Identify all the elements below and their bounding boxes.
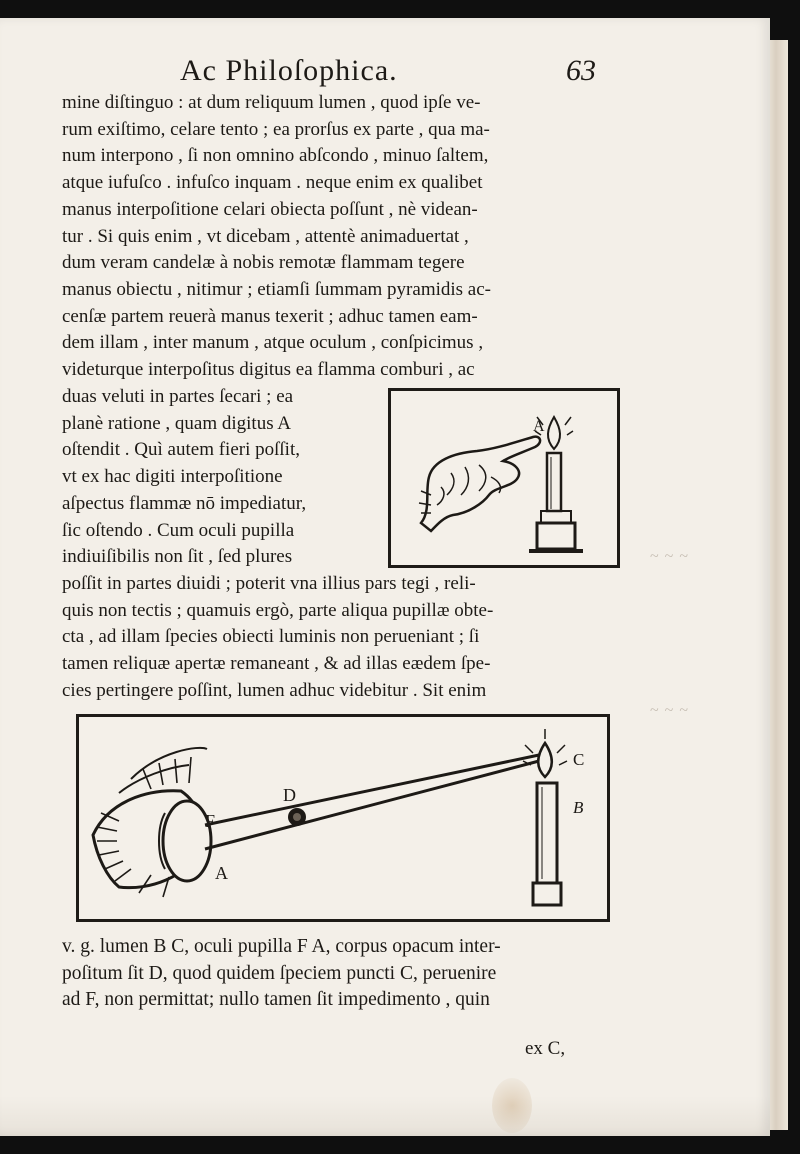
figure-label-f: F (205, 811, 216, 831)
text-paragraph-middle (62, 571, 622, 705)
text-line: ad F, non permittat; nullo tamen ſit impedimento , quin (62, 989, 490, 1011)
text-line: atque iufuſco . infuſco inquam . neque enim ex qualibet (62, 172, 483, 194)
text-line: mine diſtinguo : at dum reliquum lumen , quod ipſe ve- (62, 92, 481, 113)
catchword: ex C, (525, 1038, 566, 1059)
text-line: poſſit in partes diuidi ; poterit vna illius pars tegi , reli- (62, 573, 476, 594)
text-line: v. g. lumen B C, oculi pupilla F A, corpus opacum inter- (62, 936, 501, 957)
text-line: num interpono , ſi non omnino abſcondo , minuo ſaltem, (62, 145, 489, 167)
text-line: dem illam , inter manum , atque oculum , conſpicimus , (62, 332, 484, 354)
text-line: duas veluti in partes ſecari ; ea (62, 386, 294, 407)
text-line: oſtendit . Quì autem fieri poſſit, (62, 439, 300, 461)
running-head: Ac Philoſophica. (180, 54, 398, 87)
paper-stain (492, 1078, 532, 1133)
text-line: quis non tectis ; quamuis ergò, parte aliqua pupillæ obte- (62, 599, 494, 621)
text-line: videturque interpoſitus digitus ea flamma comburi , ac (62, 359, 475, 381)
figure-label-b: B (573, 798, 584, 817)
text-line: vt ex hac digiti interpoſitione (62, 466, 283, 488)
text-line: planè ratione , quam digitus A (62, 412, 292, 434)
figure-hand-candle (388, 388, 620, 568)
text-paragraph-beside-figure (62, 384, 392, 571)
figure-eye-candle (76, 714, 610, 922)
text-line: cta , ad illam ſpecies obiecti luminis non perueniant ; ſi (62, 626, 480, 648)
text-line: tamen reliquæ apertæ remaneant , & ad illas eædem ſpe- (62, 653, 491, 675)
figure-label-d: D (283, 785, 296, 805)
figure-label-a: A (215, 863, 228, 883)
text-line: indiuiſibilis non ſit , ſed plures (62, 546, 293, 568)
figure-label-c: C (573, 750, 585, 769)
text-line: manus interpoſitione celari obiecta poſſunt , nè videan- (62, 198, 478, 220)
text-line: dum veram candelæ à nobis remotæ flammam tegere (62, 252, 465, 274)
figure-label-a: A (533, 418, 545, 435)
page-number: 63 (566, 54, 596, 87)
text-paragraph-top (62, 90, 622, 384)
show-through-mark: ~ ~ ~ (650, 702, 689, 719)
text-line: rum exiſtimo, celare tento ; ea prorſus ex parte , qua ma- (62, 118, 490, 140)
text-line: poſitum ſit D, quod quidem ſpeciem puncti C, peruenire (62, 962, 497, 984)
text-line: cies pertingere poſſint, lumen adhuc videbitur . Sit enim (62, 679, 487, 701)
eye-candle-woodcut (79, 717, 607, 919)
text-paragraph-bottom (62, 934, 622, 1014)
text-line: ſic oſtendo . Cum oculi pupilla (62, 519, 295, 541)
text-line: manus obiectu , nitimur ; etiamſi ſummam pyramidis ac- (62, 278, 491, 300)
text-line: cenſæ partem reuerà manus texerit ; adhuc tamen eam- (62, 305, 478, 327)
text-line: aſpectus flammæ nō impediatur, (62, 492, 307, 514)
show-through-mark: ~ ~ ~ (650, 548, 689, 565)
hand-candle-woodcut (391, 391, 617, 565)
page-header (180, 54, 610, 94)
book-page (0, 18, 770, 1136)
text-line: tur . Si quis enim , vt dicebam , attentè animaduertat , (62, 225, 469, 247)
